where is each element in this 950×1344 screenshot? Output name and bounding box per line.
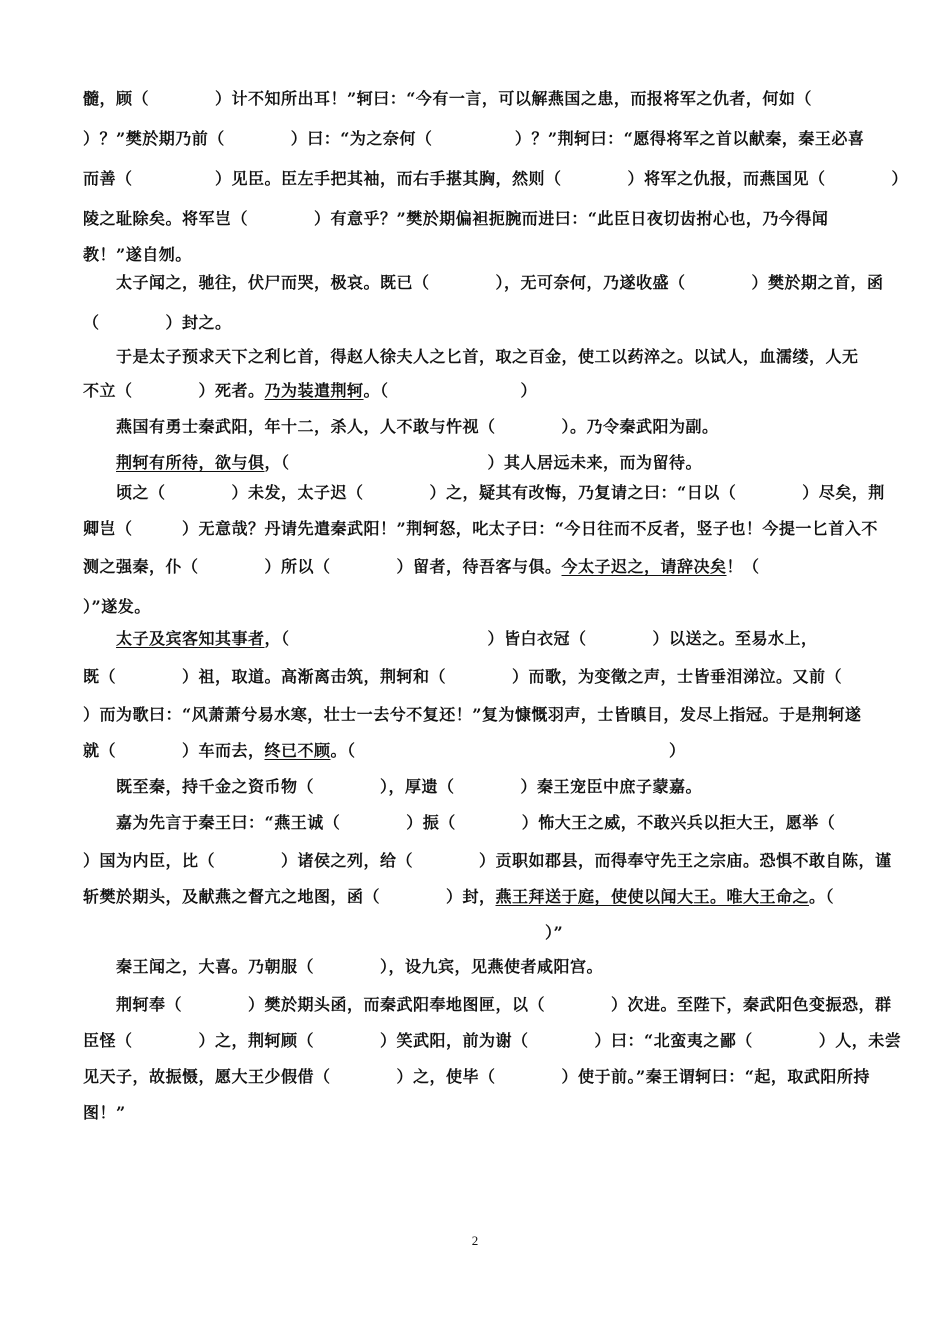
text-line: ）？”樊於期乃前（ ）曰：“为之奈何（ ）？”荆轲曰：“愿得将军之首以献秦，秦王必喜 xyxy=(83,129,865,148)
text-segment: ，（ ）其人居远未来，而为留待。 xyxy=(264,453,703,472)
text-segment: 就（ ）车而去， xyxy=(83,741,265,760)
text-line: 髓，顾（ ）计不知所出耳！”轲曰：“今有一言，可以解燕国之患，而报将军之仇者，何如（ xyxy=(83,89,812,108)
text-line: ）” xyxy=(83,923,564,942)
text-line xyxy=(83,452,840,474)
underlined-sentence: 太子及宾客知其事者 xyxy=(116,629,265,648)
text-line: 太子闻之，驰往，伏尸而哭，极哀。既已（ ），无可奈何，乃遂收盛（ ）樊於期之首，函 xyxy=(83,273,884,292)
text-line: 陵之耻除矣。将军岂（ ）有意乎？”樊於期偏袒扼腕而进曰：“此臣日夜切齿拊心也，乃今得闻 xyxy=(83,209,829,228)
text-line: 教！”遂自刎。 xyxy=(83,245,192,264)
text-line: 既至秦，持千金之资币物（ ），厚遗（ ）秦王宠臣中庶子蒙嘉。 xyxy=(83,777,703,796)
underlined-sentence: 终已不顾 xyxy=(264,741,331,760)
text-line xyxy=(83,556,840,578)
text-line: 而善（ ）见臣。臣左手把其袖，而右手揕其胸，然则（ ）将军之仇报，而燕国见（ ） xyxy=(83,169,909,188)
text-line: 既（ ）祖，取道。高渐离击筑，荆轲和（ ）而歌，为变徵之声，士皆垂泪涕泣。又前（ xyxy=(83,667,843,686)
text-line: ）国为内臣，比（ ）诸侯之列，给（ ）贡职如郡县，而得奉守先王之宗庙。恐惧不敢自陈，谨 xyxy=(83,851,892,870)
text-segment: 。（ xyxy=(809,887,835,906)
text-segment: 。（ ） xyxy=(330,741,686,760)
text-line: 见天子，故振慑，愿大王少假借（ ）之，使毕（ ）使于前。”秦王谓轲曰：“起，取武阳所持 xyxy=(83,1067,870,1086)
text-segment: ，（ ）皆白衣冠（ ）以送之。至易水上， xyxy=(264,629,818,648)
text-line: 秦王闻之，大喜。乃朝服（ ），设九宾，见燕使者咸阳宫。 xyxy=(83,957,604,976)
page-number: 2 xyxy=(471,1233,479,1248)
underlined-sentence: 荆轲有所待，欲与俱 xyxy=(116,453,265,472)
underlined-sentence: 今太子迟之，请辞决矣 xyxy=(561,557,727,576)
text-line: 卿岂（ ）无意哉？丹请先遣秦武阳！”荆轲怒，叱太子曰：“今日往而不反者，竖子也！今提一匕首入不 xyxy=(83,519,878,538)
text-line: 嘉为先言于秦王曰：“燕王诚（ ）振（ ）怖大王之威，不敢兴兵以拒大王，愿举（ xyxy=(83,813,836,832)
text-line: 臣怪（ ）之，荆轲顾（ ）笑武阳，前为谢（ ）曰：“北蛮夷之鄙（ ）人，未尝 xyxy=(83,1031,902,1050)
text-line xyxy=(83,886,840,908)
underlined-sentence: 乃为装遣荆轲 xyxy=(264,381,364,400)
text-line: 图！” xyxy=(83,1103,126,1122)
text-segment xyxy=(83,629,116,648)
text-line: ）”遂发。 xyxy=(83,597,151,616)
text-segment: 测之强秦，仆（ ）所以（ ）留者，待吾客与俱。 xyxy=(83,557,562,576)
text-segment: 。（ ） xyxy=(363,381,538,400)
underlined-sentence: 燕王拜送于庭，使使以闻大王。唯大王命之 xyxy=(495,887,810,906)
text-line: 荆轲奉（ ）樊於期头函，而秦武阳奉地图匣，以（ ）次进。至陛下，秦武阳色变振恐，群 xyxy=(83,995,892,1014)
text-line: （ ）封之。 xyxy=(83,313,232,332)
text-line: 燕国有勇士秦武阳，年十二，杀人，人不敢与忤视（ ）。乃令秦武阳为副。 xyxy=(83,417,719,436)
text-line: 顷之（ ）未发，太子迟（ ）之，疑其有改悔，乃复请之曰：“日以（ ）尽矣，荆 xyxy=(83,483,885,502)
text-line xyxy=(83,628,840,650)
text-line xyxy=(83,380,840,402)
text-segment: 不立（ ）死者。 xyxy=(83,381,265,400)
text-line: ）而为歌曰：“风萧萧兮易水寒，壮士一去兮不复还！”复为慷慨羽声，士皆瞋目，发尽上指冠。于是荆轲遂 xyxy=(83,705,862,724)
text-line xyxy=(83,740,840,762)
text-line: 于是太子预求天下之利匕首，得赵人徐夫人之匕首，取之百金，使工以药淬之。以试人，血濡缕，人无 xyxy=(83,347,859,366)
text-segment xyxy=(83,453,116,472)
text-segment: 斩樊於期头，及献燕之督亢之地图，函（ ）封， xyxy=(83,887,496,906)
text-segment: ！（ xyxy=(726,557,760,576)
